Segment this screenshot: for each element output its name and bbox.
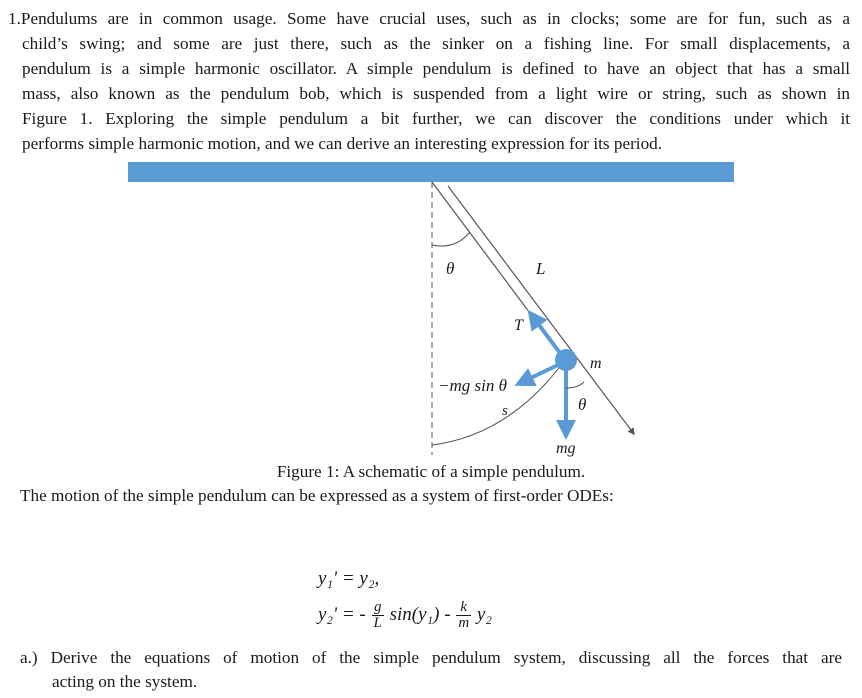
equation-1: y₁' = y₂, xyxy=(318,568,380,589)
fraction-g-numerator: g xyxy=(372,600,384,616)
figure-caption: Figure 1: A schematic of a simple pendulum. xyxy=(276,462,586,481)
equation-2 xyxy=(318,600,492,631)
part-a-line-2: acting on the system. xyxy=(52,672,198,691)
theta-top-label: θ xyxy=(446,259,455,278)
theta-arc-top xyxy=(432,232,470,246)
problem-line-6: performs simple harmonic motion, and we can derive an interesting expression for its period. xyxy=(22,134,663,153)
fraction-g-over-l xyxy=(372,600,384,631)
pendulum-bob xyxy=(555,349,577,371)
length-dimension-line xyxy=(448,186,634,434)
fraction-k-over-m xyxy=(456,600,471,631)
problem-line-1: 1.Pendulums are in common usage. Some have crucial uses, such as in clocks; some are for fun, such as a xyxy=(8,9,850,28)
fraction-m-denominator: m xyxy=(458,615,470,631)
length-label: L xyxy=(536,259,546,278)
theta-bob-label: θ xyxy=(578,395,587,414)
equation-2-middle: sin(y₁) - xyxy=(389,603,451,625)
problem-line-4: mass, also known as the pendulum bob, which is suspended from a light wire or string, such as shown in xyxy=(22,84,850,103)
ode-intro-text: The motion of the simple pendulum can be expressed as a system of first-order ODEs: xyxy=(20,486,614,505)
problem-statement xyxy=(8,6,850,156)
equation-2-lhs: y₂' = - xyxy=(318,603,366,625)
equation-2-end: y₂ xyxy=(476,603,492,625)
arc-label: s xyxy=(502,403,508,419)
restoring-force-label: −mg sin θ xyxy=(438,376,507,395)
weight-label: mg xyxy=(556,440,576,457)
mass-label: m xyxy=(590,355,602,372)
fraction-k-numerator: k xyxy=(456,600,471,616)
problem-line-3: pendulum is a simple harmonic oscillator. A simple pendulum is defined to have an object that has a small xyxy=(22,59,850,78)
problem-line-2: child’s swing; and some are just there, such as the sinker on a fishing line. For small displacements, a xyxy=(22,34,850,53)
fraction-l-denominator: L xyxy=(373,615,382,631)
problem-line-5: Figure 1. Exploring the simple pendulum a bit further, we can discover the conditions under which it xyxy=(22,109,850,128)
pendulum-figure xyxy=(0,150,862,470)
tension-label: T xyxy=(514,317,523,334)
tension-arrow xyxy=(530,313,560,353)
ceiling-bar xyxy=(128,162,734,182)
part-a-line-1: a.) Derive the equations of motion of the simple pendulum system, discussing all the forces that are xyxy=(20,648,842,667)
part-a-question xyxy=(20,646,842,694)
theta-arc-bob xyxy=(566,382,584,388)
